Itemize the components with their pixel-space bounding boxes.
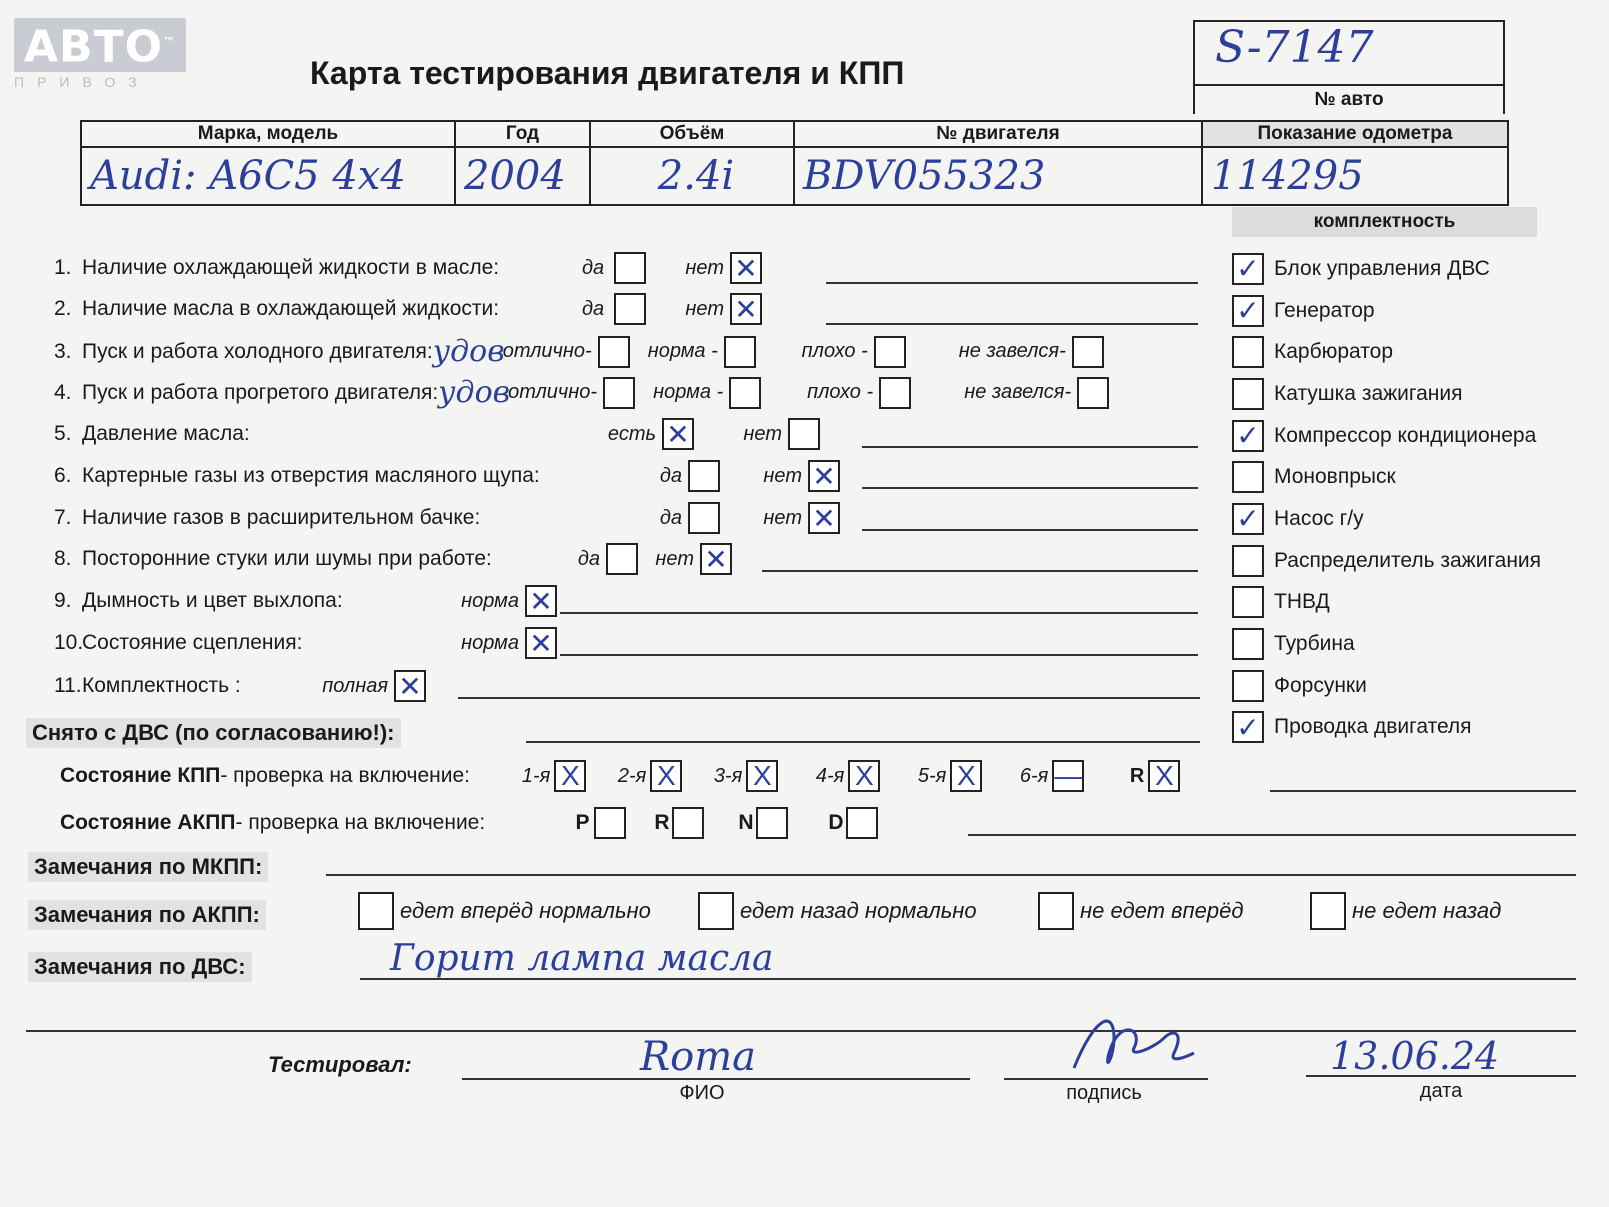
question-4: [54, 375, 1109, 410]
komplekt-item[interactable]: [1232, 623, 1541, 665]
akpp-checkbox[interactable]: [756, 807, 788, 839]
question-number: 8.: [54, 547, 72, 570]
komplekt-title: комплектность: [1232, 207, 1537, 237]
underline: [560, 612, 1198, 614]
checkbox-normal[interactable]: [724, 336, 756, 368]
option-label: нет: [685, 297, 724, 320]
caption-volume: Объём: [590, 121, 794, 147]
komplekt-item[interactable]: [1232, 248, 1541, 290]
komplekt-checkbox[interactable]: [1232, 336, 1264, 368]
caption-model: Марка, модель: [81, 121, 455, 147]
komplekt-checkbox[interactable]: ✓: [1232, 503, 1264, 535]
underline: [862, 446, 1198, 448]
akpp-checkbox[interactable]: [846, 807, 878, 839]
value-odometer: 114295: [1202, 147, 1508, 205]
question-number: 1.: [54, 256, 72, 279]
checkbox-no[interactable]: ✕: [730, 252, 762, 284]
gear-checkbox[interactable]: X: [746, 760, 778, 792]
underline: [862, 529, 1198, 531]
question-text: Комплектность :: [82, 674, 241, 697]
komplekt-label: Форсунки: [1274, 673, 1367, 697]
question-text: Давление масла:: [82, 422, 250, 445]
caption-engine-number: № двигателя: [794, 121, 1202, 147]
akpp-remark-checkbox[interactable]: [1038, 892, 1074, 930]
gear-label: 4-я: [815, 764, 845, 787]
komplekt-label: ТНВД: [1274, 590, 1330, 614]
gear-label: 2-я: [617, 764, 647, 787]
underline: [526, 741, 1200, 743]
checkbox-yes[interactable]: [688, 502, 720, 534]
checkbox-normal[interactable]: ✕: [525, 585, 557, 617]
akpp-label-rest: - проверка на включение:: [235, 811, 486, 834]
akpp-remark-checkbox[interactable]: [358, 892, 394, 930]
option-label: нет: [763, 506, 802, 529]
date-caption: дата: [1419, 1080, 1463, 1102]
komplekt-checkbox[interactable]: [1232, 586, 1264, 618]
question-9: [54, 585, 557, 617]
komplekt-label: Блок управления ДВС: [1274, 256, 1490, 280]
test-date: 13.06.24: [1330, 1034, 1500, 1078]
option-label: да: [582, 256, 605, 279]
question-text: Состояние сцепления:: [82, 631, 303, 654]
option-label: полная: [322, 674, 388, 697]
auto-number-value: S-7147: [1195, 22, 1503, 86]
akpp-row: [60, 807, 878, 839]
akpp-remark-label: едет назад нормально: [740, 898, 977, 923]
checkbox-no[interactable]: ✕: [730, 293, 762, 325]
question-number: 4.: [54, 380, 72, 404]
question-text: Дымность и цвет выхлопа:: [82, 589, 343, 612]
komplekt-checkbox[interactable]: ✓: [1232, 420, 1264, 452]
komplekt-label: Проводка двигателя: [1274, 715, 1472, 739]
question-7: [54, 502, 840, 534]
option-label: нет: [655, 547, 694, 570]
checkbox-excellent[interactable]: [598, 336, 630, 368]
checkbox-bad[interactable]: [874, 336, 906, 368]
caption-year: Год: [455, 121, 590, 147]
komplekt-item[interactable]: [1232, 373, 1541, 415]
checkbox-yes[interactable]: [614, 293, 646, 325]
handwritten-note: удов: [432, 334, 505, 369]
komplekt-label: Распределитель зажигания: [1274, 548, 1542, 572]
komplekt-label: Насос г/у: [1274, 506, 1364, 530]
checkbox-yes[interactable]: [614, 252, 646, 284]
question-number: 7.: [54, 506, 72, 529]
option-label: норма -: [647, 340, 718, 362]
option-label: отлично-: [502, 340, 592, 362]
remarks-akpp-label: Замечания по АКПП:: [28, 900, 266, 930]
komplekt-checkbox[interactable]: ✓: [1232, 253, 1264, 285]
tested-by-label: Тестировал:: [268, 1052, 412, 1077]
gear-checkbox[interactable]: X: [650, 760, 682, 792]
komplekt-item[interactable]: [1232, 290, 1541, 332]
akpp-checkbox[interactable]: [594, 807, 626, 839]
caption-odometer: Показание одометра: [1202, 121, 1508, 147]
question-text: Посторонние стуки или шумы при работе:: [82, 547, 492, 570]
question-10: [54, 627, 557, 659]
tester-name: Roma: [640, 1034, 756, 1080]
akpp-remarks-options: [358, 892, 1501, 930]
underline: [26, 1030, 1576, 1032]
question-text: Наличие масла в охлаждающей жидкости:: [82, 297, 500, 320]
page-title: Карта тестирования двигателя и КПП: [310, 55, 905, 91]
underline: [326, 874, 1576, 876]
question-number: 5.: [54, 422, 72, 445]
name-caption: ФИО: [679, 1082, 725, 1104]
checkbox-not-started[interactable]: [1072, 336, 1104, 368]
option-label: нет: [743, 422, 782, 445]
akpp-position-label: D: [828, 811, 844, 834]
komplekt-list: [1232, 248, 1541, 748]
option-label: нет: [763, 464, 802, 487]
header-table: [80, 120, 1509, 206]
akpp-remark-checkbox[interactable]: [1310, 892, 1346, 930]
komplekt-checkbox[interactable]: [1232, 461, 1264, 493]
komplekt-checkbox[interactable]: [1232, 628, 1264, 660]
remarks-dvs-label: Замечания по ДВС:: [28, 952, 252, 982]
logo: [14, 18, 186, 90]
option-label: да: [659, 464, 682, 487]
question-3: [54, 334, 1104, 369]
komplekt-label: Катушка зажигания: [1274, 381, 1463, 405]
question-number: 6.: [54, 464, 72, 487]
question-2: [54, 293, 762, 325]
question-6: [54, 460, 840, 492]
checkbox-no[interactable]: ✕: [808, 502, 840, 534]
gear-label: 6-я: [1019, 764, 1049, 787]
option-label: плохо -: [807, 381, 874, 403]
question-number: 3.: [54, 339, 72, 363]
option-label: да: [577, 547, 600, 570]
underline: [826, 282, 1198, 284]
option-label: норма -: [653, 381, 724, 403]
question-text: Картерные газы из отверстия масляного щупа:: [82, 464, 540, 487]
option-label: да: [659, 506, 682, 529]
question-11: [54, 670, 426, 702]
auto-number-box: [1193, 20, 1505, 114]
handwritten-note: удов: [438, 375, 511, 410]
checkbox-bad[interactable]: [879, 377, 911, 409]
underline: [462, 1078, 970, 1080]
komplekt-item[interactable]: [1232, 665, 1541, 707]
gear-label: 1-я: [521, 764, 551, 787]
checkbox-yes[interactable]: [606, 543, 638, 575]
option-label: есть: [607, 422, 656, 445]
komplekt-item[interactable]: [1232, 582, 1541, 624]
komplekt-label: Моновпрыск: [1274, 465, 1396, 489]
komplekt-item[interactable]: [1232, 331, 1541, 373]
underline: [458, 697, 1200, 699]
question-text: Пуск и работа холодного двигателя:: [82, 339, 433, 363]
gear-label: 5-я: [917, 764, 947, 787]
option-label: плохо -: [801, 340, 868, 362]
underline: [360, 978, 1576, 980]
akpp-label-bold: Состояние АКПП: [60, 811, 236, 834]
value-engine-number: BDV055323: [794, 147, 1202, 205]
checkbox-normal[interactable]: ✕: [525, 627, 557, 659]
kpp-label-rest: - проверка на включение:: [220, 764, 471, 787]
checkbox-no[interactable]: ✕: [700, 543, 732, 575]
checkbox-not-started[interactable]: [1077, 377, 1109, 409]
akpp-remark-label: едет вперёд нормально: [400, 898, 651, 923]
question-text: Наличие охлаждающей жидкости в масле:: [82, 256, 500, 279]
value-year: 2004: [455, 147, 590, 205]
komplekt-item[interactable]: [1232, 498, 1541, 540]
checkbox-no[interactable]: ✕: [808, 460, 840, 492]
question-text: Пуск и работа прогретого двигателя:: [82, 380, 439, 404]
gear-checkbox[interactable]: —: [1054, 760, 1083, 791]
komplekt-item[interactable]: [1232, 456, 1541, 498]
akpp-position-label: N: [738, 811, 754, 834]
question-number: 9.: [54, 589, 72, 612]
komplekt-item[interactable]: [1232, 415, 1541, 457]
logo-tm: ™: [163, 35, 177, 49]
option-label: не завелся-: [964, 381, 1072, 403]
komplekt-checkbox[interactable]: ✓: [1232, 295, 1264, 327]
auto-number-label: № авто: [1314, 89, 1384, 110]
komplekt-label: Компрессор кондиционера: [1274, 423, 1537, 447]
gear-checkbox[interactable]: X: [848, 760, 880, 792]
komplekt-checkbox[interactable]: [1232, 378, 1264, 410]
underline: [826, 323, 1198, 325]
question-number: 2.: [54, 297, 72, 320]
gear-label: 3-я: [713, 764, 743, 787]
logo-main: АВТО™: [14, 18, 186, 72]
komplekt-label: Турбина: [1274, 632, 1355, 656]
question-1: [54, 252, 762, 284]
question-5: [54, 418, 820, 450]
option-label: отлично-: [508, 381, 598, 403]
value-model: Audi: A6C5 4x4: [81, 147, 455, 205]
gear-checkbox[interactable]: X: [950, 760, 982, 792]
komplekt-item[interactable]: [1232, 540, 1541, 582]
gear-label: R: [1129, 764, 1145, 787]
option-label: да: [582, 297, 605, 320]
komplekt-label: Генератор: [1274, 298, 1375, 322]
underline: [560, 654, 1198, 656]
gear-checkbox[interactable]: X: [1148, 760, 1180, 792]
gear-checkbox[interactable]: X: [554, 760, 586, 792]
underline: [1270, 790, 1576, 792]
akpp-remark-label: не едет вперёд: [1080, 898, 1244, 923]
kpp-row: [60, 760, 1180, 792]
signature-caption: подпись: [1066, 1082, 1142, 1104]
komplekt-label: Карбюратор: [1274, 340, 1394, 364]
underline: [1306, 1075, 1576, 1077]
komplekt-checkbox[interactable]: [1232, 545, 1264, 577]
question-8: [54, 543, 732, 575]
underline: [862, 487, 1198, 489]
question-number: 11.: [54, 674, 82, 697]
underline: [1004, 1078, 1208, 1080]
checkbox-yes[interactable]: [688, 460, 720, 492]
kpp-label-bold: Состояние КПП: [60, 764, 221, 787]
underline: [762, 570, 1198, 572]
remarks-dvs-text: Горит лампа масла: [390, 938, 774, 979]
komplekt-checkbox[interactable]: [1232, 670, 1264, 702]
option-label: норма: [461, 589, 519, 612]
logo-sub: ПРИВОЗ: [14, 73, 150, 90]
question-number: 10.: [54, 631, 84, 654]
akpp-remark-checkbox[interactable]: [698, 892, 734, 930]
removed-label: Снято с ДВС (по согласованию!):: [26, 718, 401, 748]
akpp-position-label: P: [575, 811, 590, 834]
option-label: не завелся-: [958, 340, 1066, 362]
checkbox-no[interactable]: [788, 418, 820, 450]
akpp-checkbox[interactable]: [672, 807, 704, 839]
checkbox-complete[interactable]: ✕: [394, 670, 426, 702]
akpp-remark-label: не едет назад: [1352, 898, 1502, 923]
value-volume: 2.4i: [590, 147, 794, 205]
underline: [968, 834, 1576, 836]
option-label: нет: [685, 256, 724, 279]
checkbox-normal[interactable]: [729, 377, 761, 409]
akpp-position-label: R: [654, 811, 670, 834]
option-label: норма: [461, 631, 519, 654]
komplekt-checkbox[interactable]: ✓: [1232, 711, 1264, 743]
question-text: Наличие газов в расширительном бачке:: [82, 506, 481, 529]
checkbox-excellent[interactable]: [603, 377, 635, 409]
komplekt-item[interactable]: [1232, 707, 1541, 749]
remarks-mkpp-label: Замечания по МКПП:: [28, 852, 268, 882]
checkbox-yes[interactable]: ✕: [662, 418, 694, 450]
